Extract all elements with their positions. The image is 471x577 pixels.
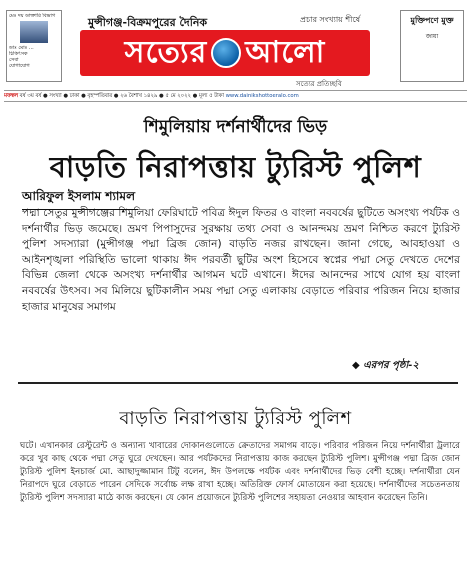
date-strip: [4, 90, 467, 102]
continuation-body: ঘটে। এখানকার রেস্টুরেন্ট ও অন্যান্য খাবারের দোকানগুলোতে ক্রেতাদের সমাগম বাড়ে। পরিবার পরিজন নিয়ে দর্শনার্থীরা ট্রলারে করে খুব কাছ থেকে পদ্মা সেতু ঘুরে দেখছেন। আর পর্যটকদের নিরাপত্তায় কাজ করছেন ট্যুরিস্ট পুলিশ। মুন্সীগঞ্জ পদ্মা ব্রিজ জোন ট্যুরিস্ট পুলিশ ইনচার্জ মো. আছাদুজ্জামান টিটু বলেন, ঈদ উপলক্ষে পর্যটক এবং দর্শনার্থীদের ভিড় বেশী হচ্ছে। দর্শনার্থীরা যেন নিরাপদে ঘুরে বেড়াতে পারেন সেদিকে সর্বোচ্চ লক্ষ রাখা হচ্ছে। অতিরিক্ত ফোর্স মোতায়েন করা হয়েছে। দর্শনার্থীদের সচেতনতায় ট্যুরিস্ট পুলিশ সদস্যারা মাঠে কাজ করছেন। যে কোন প্রয়োজনে ট্যুরিস্ট পুলিশের সহায়তা নেওয়ার আহবান করেছেন তিনি।: [20, 441, 460, 503]
continuation-headline: বাড়তি নিরাপত্তায় ট্যুরিস্ট পুলিশ: [119, 408, 352, 429]
ad-line: সেবা: [9, 57, 19, 63]
section-divider: [18, 382, 458, 384]
website-link[interactable]: www.dainikshottoeralo.com: [225, 93, 299, 99]
right-ad-title: মুক্তিপণে মুক্ত: [410, 16, 454, 25]
article-byline: আরিফুল ইসলাম শ্যামল: [22, 188, 138, 210]
ad-photo: [20, 21, 48, 43]
right-advertisement: [400, 10, 464, 82]
article-headline: বাড়তি নিরাপত্তায় ট্যুরিস্ট পুলিশ: [49, 150, 422, 184]
ad-line: যোগাযোগ: [9, 63, 30, 69]
ad-line: চিকিৎসক: [9, 51, 28, 57]
ad-line: ডাঃ মোঃ ...: [9, 45, 34, 51]
ad-line: মেঃ দয় ডাক্তারি বিভাগ: [9, 13, 56, 19]
globe-icon: [211, 38, 241, 68]
article-body: পদ্মা সেতুর মুন্সীগঞ্জের শিমুলিয়া ফেরিঘাটে পবিত্র ঈদুল ফিতর ও বাংলা নববর্ষের ছুটিতে অসংখ্য পর্যটক ও দর্শনার্থীর ভিড় জমেছে। ভ্রমণ পিপাসুদের সুরক্ষায় তথ্য সেবা ও আনন্দময় ভ্রমণ নিশ্চিত করণে ট্যুরিস্ট পুলিশ সদস্যারা (মুন্সীগঞ্জ পদ্মা ব্রিজ জোন) বাড়তি নজর রাখছেন। জানা গেছে, আবহাওয়া ও আইনশৃঙ্খলা পরিস্থিতি ভালো থাকায় ঈদ পরবর্তী ছুটির অংশ হিসেবে স্বপ্নের পদ্মা সেতু দেখতে দেশের বিভিন্ন জেলা থেকে অসংখ্য দর্শনার্থীর আগমন ঘটে এখানে। ঈদের আনন্দের সাথে যোগ হয় বাংলা নববর্ষের উৎসব। সব মিলিয়ে ছুটিকালীন সময় পদ্মা সেতু এলাকায় বেড়াতে পরিবার পরিজন নিয়ে হাজার হাজার মানুষের সমাগম: [22, 207, 460, 313]
newspaper-tagline: মুন্সীগঞ্জ-বিক্রমপুরের দৈনিক: [88, 16, 208, 29]
left-advertisement: [6, 10, 62, 82]
circulation-note: প্রচার সংখ্যায় শীর্ষে: [300, 15, 361, 24]
issue-info: বর্ষ ৩য় বর্ষ ● সংখ্যা ● ঢাকা ● বৃহস্পতিবার ● ২৬ বৈশাখ ১৪২৯ ● ৫ মে ২০২২ ● মূল্য ৫ টাকা: [19, 93, 224, 99]
logo-subtitle: সত্যের প্রতিচ্ছবি: [296, 80, 342, 88]
edition-label: মফস্বল: [4, 93, 18, 99]
logo-text-right: আলো: [245, 34, 326, 70]
logo-text-left: সত্যের: [124, 34, 208, 70]
right-ad-subtitle: জায়া: [425, 33, 439, 40]
newspaper-logo: [80, 30, 370, 76]
continued-marker: ◆ এরপর পৃষ্ঠা-২: [352, 360, 419, 371]
masthead: [0, 0, 471, 98]
article-kicker: শিমুলিয়ায় দর্শনার্থীদের ভিড়: [143, 117, 328, 137]
